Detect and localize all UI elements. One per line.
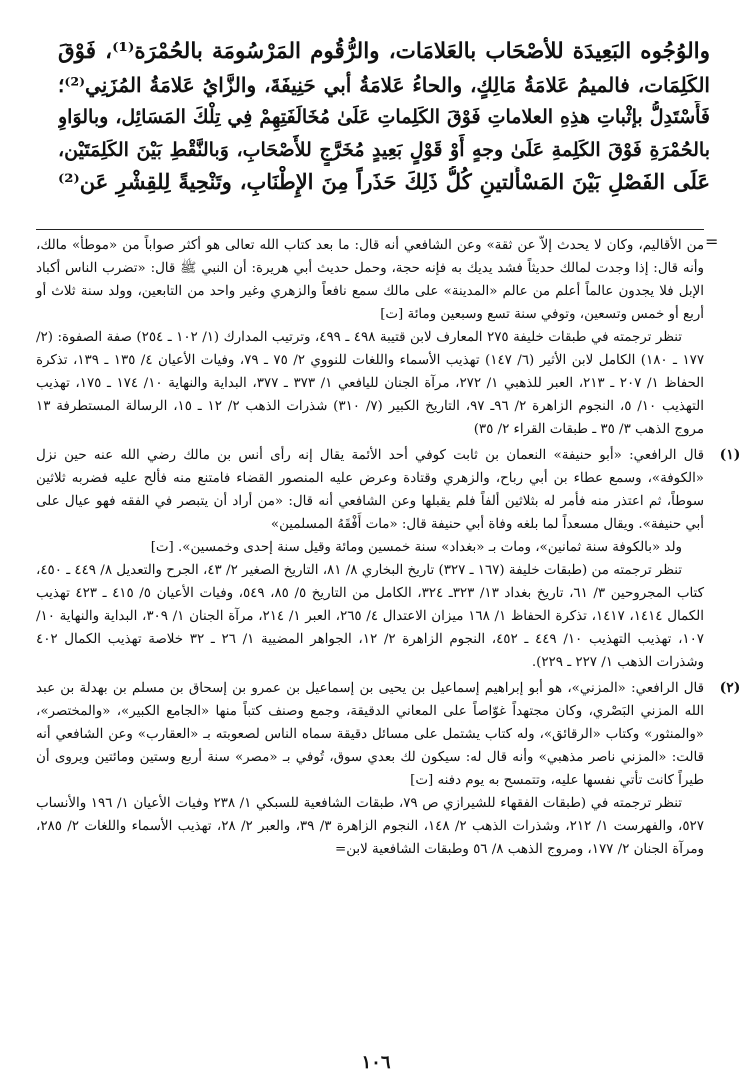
main-text-line: بالحُمْرَةِ فَوْقَ الكَلِمةِ عَلَىٰ وجهٍ أَوْ قَوْلٍ بَعِيدٍ مُخَرَّجٍ للأَصْحَابِ، وَبالنَّقْطِ بَيْنَ الكَلِمَتَيْن، [58,138,710,161]
footnote-paragraph: تنظر ترجمته في (طبقات الفقهاء للشيرازي ص ٧٩، طبقات الشافعية للسبكي ١/ ٢٣٨ وفيات الأعيان ١/ ١٩٦ والأنساب ٥٢٧، والفهرست ١/ ٢١٢، وشذرات الذهب ٢/ ١٤٨، النجوم الزاهرة ٣/ ٣٩، والعبر ٢/ ٢٨، تهذيب الأسماء واللغات ٢/ ٢٨٥، ومرآة الجنان ٢/ ١٧٧، ومروج الذهب ٨/ ٥٦ وطبقات الشافعية لابن= [36,796,704,857]
footnote-2 [36,677,741,861]
main-text-line: الكَلِمَات، فالميمُ عَلامَةُ مَالِكٍ، والحاءُ عَلامَةُ أبي حَنِيفَةَ، والزَّايُ عَلامَةُ المُزَنِي⁽²⁾؛ [58,72,710,97]
footnote-paragraph: ولد «بالكوفة سنة ثمانين»، ومات بـ «بغداد» سنة خمسين ومائة وقيل سنة إحدى وخمسين». [ت] [150,540,682,555]
main-text-line: والوُجُوه البَعِيدَة للأصْحَاب بالعَلامَات، والرُّقُوم المَرْسُومَة بالحُمْرَة⁽¹⁾، فَوْقَ [58,39,710,64]
footnote-1 [36,444,741,674]
main-text-line: عَلَى الفَصْلِ بَيْنَ المَسْأَلتينِ كُلُّ ذَلِكَ حَذَراً مِنَ الإِطْنَابِ، وتَنْحِيةً لِلقِشْرِ عَن⁽²⁾ [58,169,710,194]
footnote-paragraph: قال الرافعي: «المزني»، هو أبو إبراهيم إسماعيل بن يحيى بن إسماعيل بن عمرو بن إسحاق بن مسلم بن بهدلة بن عبد الله المزني البَصْري، وكان مجتهداً غوّاصاً على المعاني الدقيقة، وجمع وصنف كتباً منها «الجامع الكبير»، «والمختصر»، «والمنثور» وكتاب «الرقائق»، وله كتاب يشتمل على مسائل دقيقة سماه الناس لصعوبته بـ «العقارب» وعن الشافعي أنه قالت: «المزني ناصر مذهبي» وأنه قال له: سيكون لك بعدي سوق، تُوفي بـ «مصر» سنة أربع وستين ومائتين ويروى أن طيراً كانت تأتي نفسها عليه، وتتمسح به يوم دفنه [ت] [36,681,704,788]
footnote-paragraph: قال الرافعي: «أبو حنيفة» النعمان بن ثابت كوفي أحد الأئمة يقال إنه رأى أنس بن مالك رضي الله عنه حين نزل «الكوفة»، وسمع عطاء بن أبي رباح، والزهري وقتادة وعرض عليه المنصور القضاء فامتنع منه فألح عليه فضربه ثلاثين سوطاً، ثم اعتذر منه فأمر له بثلاثين ألفاً فلم يقبلها وعن الشافعي أنه قال: «من أراد أن يتبصر في الفقه فهو عيال على أبي حنيفة». ويقال مسعداً لما بلغه وفاة أبي حنيفة قال: «مات أَفْقَهُ المسلمين» [36,448,704,532]
footnote-paragraph: تنظر ترجمته في طبقات خليفة ٢٧٥ المعارف لابن قتيبة ٤٩٨ ـ ٤٩٩، وترتيب المدارك (١/ ١٠٢ ـ ٢٥٤) صفة الصفوة: (٢/ ١٧٧ ـ ١٨٠) الكامل لابن الأثير (٦/ ١٤٧) تهذيب الأسماء واللغات للنووي ٢/ ٧٥ ـ ٧٩، وفيات الأعيان ٤/ ١٣٥ ـ ١٣٩، تذكرة الحفاظ ١/ ٢٠٧ ـ ٢١٣، العبر للذهبي ١/ ٢٧٢، مرآة الجنان لليافعي ١/ ٣٧٣ ـ ٣٧٧، البداية والنهاية ١٠/ ١٧٤ ـ ١٧٥، تهذيب التهذيب ١٠/ ٥، النجوم الزاهرة ٢/ ٩٦ـ ٩٧، التاريخ الكبير (٧/ ٣١٠) شذرات الذهب ٢/ ١٢ ـ ١٥، الرسالة المستطرفة ١٣ مروج الذهب ٣/ ٣٥ ـ طبقات القراء ٢/ ٣٥) [36,330,705,437]
footnote-number: (٢) [719,680,741,696]
page-number: ١٠٦ [361,1052,391,1073]
footnote-paragraph: تنظر ترجمته من (طبقات خليفة (١٦٧ ـ ٣٢٧) تاريخ البخاري ٨/ ٨١، التاريخ الصغير ٢/ ٤٣، الجرح والتعديل ٨/ ٤٤٩ ـ ٤٥٠، كتاب المجروحين ٣/ ٦١، تاريخ بغداد ١٣/ ٣٢٣ـ ٣٢٤، الكامل من التاريخ ٥/ ٨٥، ٥٤٩، وفيات الأعيان ٥/ ٤١٥ ـ ٤٢٣ تهذيب الكمال ١٤١٤، ١٤١٧، تذكرة الحفاظ ١/ ١٦٨ ميزان الاعتدال ٤/ ٢٦٥، العبر ١/ ٢١٤، مرآة الجنان ١/ ٣٠٩، البداية والنهاية ١٠/ ١٠٧، تهذيب التهذيب ١٠/ ٤٤٩ ـ ٤٥٢، النجوم الزاهرة ٢/ ١٢، الجواهر المضيية ١/ ٢٦ ـ ٣٢ خلاصة تهذيب الكمال ٤٠٢ وشذرات الذهب ١/ ٢٢٧ ـ ٢٢٩). [36,563,704,670]
footnote-continued [36,234,704,441]
main-text-line: فَأَسْتَدِلُّ بإثْباتِ هذِهِ العلاماتِ فَوْقَ الكَلِماتِ عَلَىٰ مُخَالَفَتِهِمْ فِي تِلْكَ المَسَائِل، وبالوَاوِ [58,106,710,128]
continuation-mark: = [705,232,719,251]
footnote-divider [36,229,704,230]
main-text [58,36,710,199]
footnote-number: (١) [719,447,741,463]
footnotes [36,234,741,861]
footnote-paragraph: من الأقاليم، وكان لا يحدث إلاّ عن ثقة» وعن الشافعي أنه قال: ما بعد كتاب الله تعالى هو أكثر صواباً من «موطأ» مالك، وأنه قال: إذا وجدت لمالك حديثاً فشد يديك به فإنه حجة، وحمل حديث أبي هريرة: أن النبي ﷺ قال: «تضرب الناس أكباد الإبل فلا يجدون عالماً أعلم من عالم «المدينة» على مالك سمع نافعاً والزهري وغير واحد من التابعين، وولد سنة ثلاث أو أربع أو خمس وتسعين، وتوفي سنة تسع وسبعين ومائة [ت] [36,238,704,322]
